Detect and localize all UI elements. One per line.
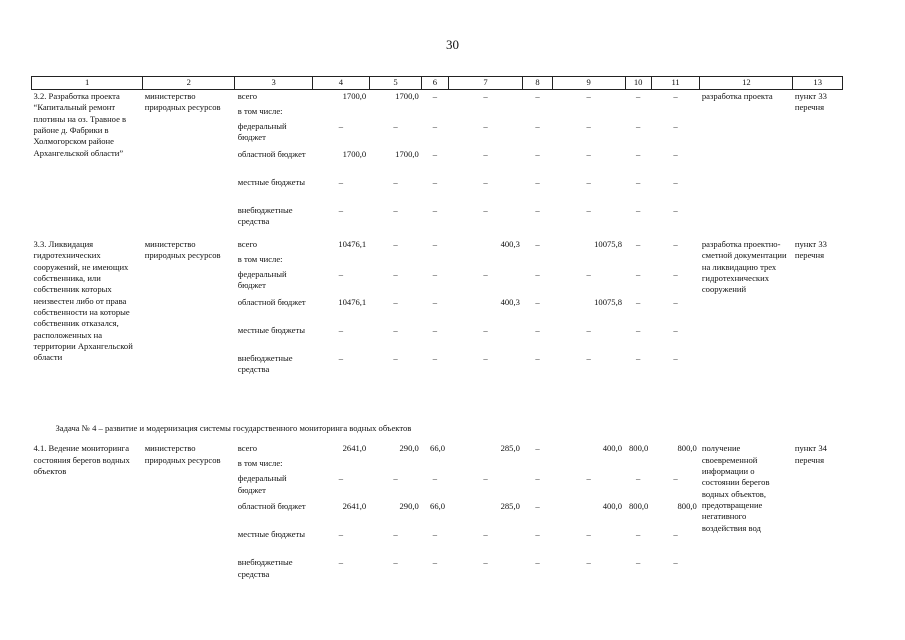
funding-value bbox=[552, 106, 625, 121]
funding-value: – bbox=[483, 91, 488, 101]
funding-source-label: областной бюджет bbox=[237, 297, 306, 307]
funding-value: – bbox=[432, 91, 438, 101]
funding-value bbox=[651, 106, 700, 121]
col-header: 1 bbox=[32, 77, 143, 90]
page-number: 30 bbox=[446, 37, 459, 52]
funding-value bbox=[369, 106, 422, 121]
funding-value bbox=[448, 458, 523, 473]
funding-value bbox=[422, 106, 448, 121]
col-header: 12 bbox=[700, 77, 793, 90]
funding-value: – bbox=[636, 121, 641, 131]
column-numbers-row bbox=[32, 77, 843, 90]
funding-value bbox=[523, 106, 552, 121]
col-header: 11 bbox=[651, 77, 700, 90]
funding-value: – bbox=[432, 557, 438, 568]
task-heading-row bbox=[32, 418, 843, 443]
funding-value: – bbox=[636, 205, 641, 215]
funding-value: – bbox=[636, 557, 641, 568]
funding-value: – bbox=[483, 557, 488, 568]
table-row bbox=[32, 91, 843, 106]
funding-value: – bbox=[673, 473, 678, 484]
funding-value: – bbox=[393, 529, 398, 540]
funding-value: – bbox=[673, 239, 678, 249]
expected-result: получение своевременной информации о состоянии берегов водных объектов, предотвращение негативного воздействия вод bbox=[701, 443, 770, 533]
funding-value: – bbox=[535, 149, 540, 159]
funding-value: – bbox=[673, 205, 678, 215]
funding-value: 1700,0 bbox=[395, 91, 419, 101]
col-header: 4 bbox=[313, 77, 370, 90]
funding-value: 10075,8 bbox=[594, 297, 623, 307]
measure-title: 4.1. Ведение мониторинга состояния берегов водных объектов bbox=[33, 443, 130, 477]
funding-value: – bbox=[393, 297, 398, 307]
funding-value: – bbox=[535, 325, 540, 335]
measure-title: 3.2. Разработка проекта “Капитальный ремонт плотины на оз. Травное в районе д. Фабрики в Холмогорском районе Архангельской области” bbox=[33, 91, 127, 158]
funding-value bbox=[313, 106, 370, 121]
expected-result: разработка проекта bbox=[701, 91, 773, 101]
funding-value: – bbox=[636, 177, 641, 187]
funding-value: – bbox=[636, 91, 641, 101]
funding-value bbox=[552, 254, 625, 269]
funding-value: – bbox=[586, 205, 591, 215]
funding-value: – bbox=[338, 473, 344, 484]
funding-value: – bbox=[535, 91, 540, 101]
funding-value: – bbox=[636, 529, 641, 540]
funding-source-label: всего bbox=[237, 91, 258, 101]
funding-value: – bbox=[338, 269, 344, 279]
responsible-executor: министерство природных ресурсов bbox=[144, 91, 221, 113]
funding-value bbox=[552, 458, 625, 473]
funding-value: – bbox=[535, 529, 540, 540]
funding-value: – bbox=[432, 121, 438, 131]
funding-value: – bbox=[636, 325, 641, 335]
responsible-executor: министерство природных ресурсов bbox=[144, 239, 221, 261]
funding-value: 1700,0 bbox=[342, 91, 367, 101]
funding-value bbox=[369, 254, 422, 269]
funding-source-label: областной бюджет bbox=[237, 149, 306, 159]
funding-value: – bbox=[338, 121, 344, 131]
funding-value bbox=[651, 254, 700, 269]
funding-value: 1700,0 bbox=[342, 149, 367, 159]
funding-source-label: федеральный бюджет bbox=[237, 473, 287, 495]
funding-value: – bbox=[393, 353, 398, 363]
funding-value: – bbox=[586, 529, 591, 540]
funding-value bbox=[523, 254, 552, 269]
funding-value: – bbox=[586, 91, 591, 101]
col-header: 2 bbox=[143, 77, 235, 90]
funding-value: – bbox=[432, 239, 438, 249]
col-header: 10 bbox=[625, 77, 651, 90]
funding-value: 10476,1 bbox=[338, 239, 367, 249]
funding-value: – bbox=[586, 353, 591, 363]
funding-value: – bbox=[338, 557, 344, 568]
funding-value bbox=[625, 458, 651, 473]
funding-source-label: местные бюджеты bbox=[237, 325, 306, 335]
funding-value: – bbox=[673, 177, 678, 187]
funding-value: – bbox=[432, 149, 438, 159]
funding-value: 2641,0 bbox=[342, 443, 367, 454]
funding-value: – bbox=[673, 325, 678, 335]
funding-source-label: внебюджетные средства bbox=[237, 205, 293, 227]
funding-value: – bbox=[432, 353, 438, 363]
funding-value: 400,3 bbox=[500, 239, 520, 249]
funding-value: – bbox=[393, 177, 398, 187]
funding-value: – bbox=[432, 529, 438, 540]
funding-value: – bbox=[483, 529, 488, 540]
list-reference: пункт 33 перечня bbox=[794, 91, 827, 113]
col-header: 7 bbox=[448, 77, 523, 90]
funding-value: – bbox=[393, 473, 398, 484]
funding-value: 2641,0 bbox=[342, 501, 367, 512]
col-header: 8 bbox=[523, 77, 552, 90]
funding-value: 400,0 bbox=[602, 443, 623, 454]
funding-value bbox=[625, 254, 651, 269]
funding-value: – bbox=[483, 149, 488, 159]
program-table bbox=[31, 76, 843, 584]
funding-value: – bbox=[393, 557, 398, 568]
expected-result: разработка проектно-сметной документации на ликвидацию трех гидротехнических сооружений bbox=[701, 239, 787, 295]
funding-value: – bbox=[673, 121, 678, 131]
funding-source-label: всего bbox=[237, 443, 258, 454]
funding-source-label: внебюджетные средства bbox=[237, 353, 293, 375]
funding-value: 66,0 bbox=[430, 443, 446, 454]
funding-value: – bbox=[535, 177, 540, 187]
funding-value: – bbox=[586, 149, 591, 159]
funding-source-label: местные бюджеты bbox=[237, 529, 306, 540]
funding-value: 285,0 bbox=[500, 443, 520, 454]
funding-value: 1700,0 bbox=[395, 149, 419, 159]
funding-value bbox=[523, 458, 552, 473]
funding-value: – bbox=[636, 353, 641, 363]
funding-value: – bbox=[393, 269, 398, 279]
funding-value: – bbox=[636, 269, 641, 279]
funding-value: – bbox=[483, 473, 488, 484]
spacer-cell bbox=[32, 380, 843, 418]
list-reference: пункт 33 перечня bbox=[794, 239, 827, 261]
funding-value: – bbox=[535, 121, 540, 131]
table-body bbox=[32, 90, 843, 585]
funding-value: – bbox=[483, 205, 488, 215]
funding-value bbox=[422, 458, 448, 473]
funding-value: – bbox=[673, 269, 678, 279]
funding-value: 800,0 bbox=[677, 501, 697, 512]
funding-value bbox=[422, 254, 448, 269]
funding-value bbox=[369, 458, 422, 473]
responsible-executor: министерство природных ресурсов bbox=[144, 443, 221, 465]
funding-value: – bbox=[535, 353, 540, 363]
funding-value: – bbox=[673, 297, 678, 307]
funding-value: – bbox=[636, 239, 641, 249]
measure-title: 3.3. Ликвидация гидротехнических сооружений, не имеющих собственника, или собственник которых неизвестен либо от права собственности на которые собственник отказался, расположенных на территории Архангельской области bbox=[33, 239, 133, 363]
col-header: 13 bbox=[793, 77, 843, 90]
funding-value: – bbox=[535, 205, 540, 215]
funding-value: – bbox=[432, 177, 438, 187]
funding-value: – bbox=[338, 177, 344, 187]
funding-value: – bbox=[535, 443, 540, 454]
funding-value: – bbox=[636, 473, 641, 484]
funding-value bbox=[313, 254, 370, 269]
funding-value: – bbox=[393, 205, 398, 215]
funding-value: – bbox=[393, 121, 398, 131]
funding-value bbox=[313, 458, 370, 473]
funding-source-label: в том числе: bbox=[237, 458, 283, 469]
funding-value: – bbox=[338, 325, 344, 335]
task-heading: Задача № 4 – развитие и модернизация системы государственного мониторинга водных объектов bbox=[55, 423, 412, 433]
funding-value: – bbox=[673, 557, 678, 568]
funding-value: 800,0 bbox=[628, 443, 649, 454]
funding-value: – bbox=[432, 269, 438, 279]
table-row bbox=[32, 443, 843, 458]
funding-value: – bbox=[338, 353, 344, 363]
funding-value: – bbox=[586, 121, 591, 131]
funding-value: 10476,1 bbox=[338, 297, 367, 307]
funding-value: – bbox=[393, 325, 398, 335]
funding-value bbox=[625, 106, 651, 121]
funding-value: 290,0 bbox=[399, 443, 419, 454]
funding-value: – bbox=[483, 353, 488, 363]
funding-value: 400,0 bbox=[602, 501, 623, 512]
funding-source-label: внебюджетные средства bbox=[237, 557, 293, 579]
funding-value: – bbox=[432, 297, 438, 307]
funding-source-label: в том числе: bbox=[237, 254, 283, 264]
col-header: 5 bbox=[369, 77, 422, 90]
funding-source-label: федеральный бюджет bbox=[237, 121, 287, 143]
funding-value: – bbox=[483, 325, 488, 335]
funding-value: – bbox=[673, 91, 678, 101]
funding-value: – bbox=[673, 149, 678, 159]
funding-value: – bbox=[673, 353, 678, 363]
funding-value: – bbox=[535, 239, 540, 249]
funding-value: 10075,8 bbox=[594, 239, 623, 249]
funding-value: – bbox=[636, 149, 641, 159]
funding-value: – bbox=[586, 325, 591, 335]
col-header: 6 bbox=[422, 77, 448, 90]
funding-value: – bbox=[535, 269, 540, 279]
funding-value: – bbox=[338, 529, 344, 540]
funding-value: 800,0 bbox=[628, 501, 649, 512]
funding-value: – bbox=[586, 177, 591, 187]
funding-value: – bbox=[535, 501, 540, 512]
funding-value: – bbox=[432, 205, 438, 215]
funding-value: – bbox=[673, 529, 678, 540]
spacer-row bbox=[32, 380, 843, 418]
funding-value: – bbox=[535, 557, 540, 568]
funding-value: – bbox=[586, 473, 591, 484]
funding-value bbox=[448, 106, 523, 121]
funding-value: – bbox=[432, 473, 438, 484]
funding-value: 66,0 bbox=[430, 501, 446, 512]
funding-value: – bbox=[483, 121, 488, 131]
funding-value: – bbox=[393, 239, 398, 249]
funding-value: – bbox=[432, 325, 438, 335]
funding-value: – bbox=[483, 177, 488, 187]
col-header: 9 bbox=[552, 77, 625, 90]
funding-value: 800,0 bbox=[677, 443, 697, 454]
col-header: 3 bbox=[235, 77, 313, 90]
funding-source-label: всего bbox=[237, 239, 258, 249]
list-reference: пункт 34 перечня bbox=[794, 443, 827, 465]
funding-value: – bbox=[535, 297, 540, 307]
funding-source-label: областной бюджет bbox=[237, 501, 306, 512]
funding-value: – bbox=[483, 269, 488, 279]
funding-value: 285,0 bbox=[500, 501, 520, 512]
funding-value: 290,0 bbox=[399, 501, 419, 512]
funding-value: – bbox=[535, 473, 540, 484]
funding-value: – bbox=[586, 557, 591, 568]
funding-value: – bbox=[586, 269, 591, 279]
spacer-row bbox=[32, 232, 843, 239]
funding-value: 400,3 bbox=[500, 297, 520, 307]
funding-value: – bbox=[338, 205, 344, 215]
funding-value: – bbox=[636, 297, 641, 307]
funding-source-label: федеральный бюджет bbox=[237, 269, 287, 291]
funding-value bbox=[651, 458, 700, 473]
funding-value bbox=[448, 254, 523, 269]
table-row bbox=[32, 239, 843, 254]
funding-source-label: в том числе: bbox=[237, 106, 283, 116]
funding-source-label: местные бюджеты bbox=[237, 177, 306, 187]
spacer-cell bbox=[32, 232, 843, 239]
